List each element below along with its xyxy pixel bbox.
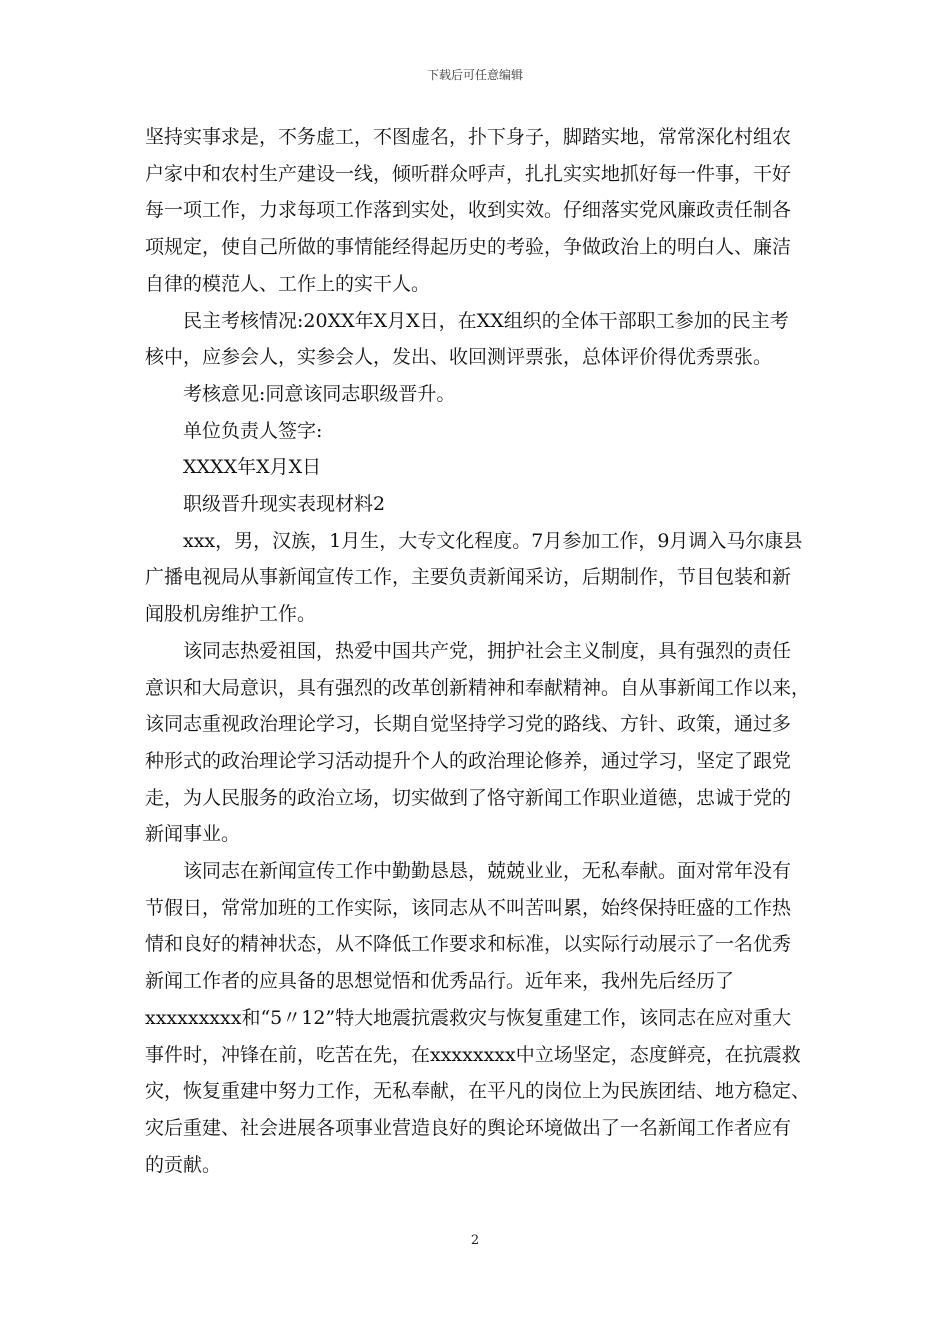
body-line: 灾后重建、社会进展各项事业营造良好的舆论环境做出了一名新闻工作者应有 [145,1116,792,1139]
body-line: 事件时，冲锋在前，吃苦在先，在xxxxxxxx中立场坚定，态度鲜亮，在抗震救 [145,1043,801,1066]
body-line: 项规定，使自己所做的事情能经得起历史的考验，争做政治上的明白人、廉洁 [145,236,792,259]
body-line: 的贡献。 [145,1153,222,1176]
body-line: 该同志热爱祖国，热爱中国共产党，拥护社会主义制度，具有强烈的责任 [183,639,792,662]
section-title: 职级晋升现实表现材料2 [183,493,386,515]
body-line: 意识和大局意识，具有强烈的改革创新精神和奉献精神。自从事新闻工作以来， [145,676,811,699]
body-line: 节假日，常常加班的工作实际，该同志从不叫苦叫累，始终保持旺盛的工作热 [145,896,792,919]
body-line: 新闻工作者的应具备的思想觉悟和优秀品行。近年来，我州先后经历了 [145,970,735,993]
body-line: 户家中和农村生产建设一线，倾听群众呼声，扎扎实实地抓好每一件事，干好 [145,162,792,185]
body-line: 该同志重视政治理论学习，长期自觉坚持学习党的路线、方针、政策，通过多 [145,713,792,736]
page-header: 下载后可任意编辑 [426,68,523,82]
body-line: 广播电视局从事新闻宣传工作，主要负责新闻采访，后期制作，节目包装和新 [145,566,792,589]
body-line: xxxxxxxxx和“5〃12”特大地震抗震救灾与恢复重建工作，该同志在应对重大 [145,1006,792,1029]
body-line: 种形式的政治理论学习活动提升个人的政治理论修养，通过学习，坚定了跟党 [145,749,792,772]
body-line: 新闻事业。 [145,823,241,846]
body-line: XXXX年X月X日 [183,456,322,479]
body-line: 灾，恢复重建中努力工作，无私奉献，在平凡的岗位上为民族团结、地方稳定、 [145,1080,811,1103]
page-number: 2 [470,1233,480,1248]
body-line: 民主考核情况:20XX年X月X日，在XX组织的全体干部职工参加的民主考 [183,309,789,332]
body-line: 该同志在新闻宣传工作中勤勤恳恳，兢兢业业，无私奉献。面对常年没有 [183,860,792,882]
body-line: 核中，应参会人，实参会人，发出、收回测评票张，总体评价得优秀票张。 [145,346,773,369]
body-line: xxx，男，汉族，1月生，大专文化程度。7月参加工作，9月调入马尔康县 [183,529,803,552]
body-line: 走，为人民服务的政治立场，切实做到了恪守新闻工作职业道德，忠诚于党的 [145,786,792,809]
body-line: 情和良好的精神状态，从不降低工作要求和标准，以实际行动展示了一名优秀 [145,933,792,956]
body-line: 自律的模范人、工作上的实干人。 [145,272,431,295]
body-line: 闻股机房维护工作。 [145,603,317,626]
body-line: 每一项工作，力求每项工作落到实处，收到实效。仔细落实党风廉政责任制各 [145,199,792,222]
body-line: 考核意见:同意该同志职级晋升。 [183,382,456,405]
body-line: 坚持实事求是，不务虚工，不图虚名，扑下身子，脚踏实地，常常深化村组农 [145,126,792,148]
body-line: 单位负责人签字: [183,419,323,442]
